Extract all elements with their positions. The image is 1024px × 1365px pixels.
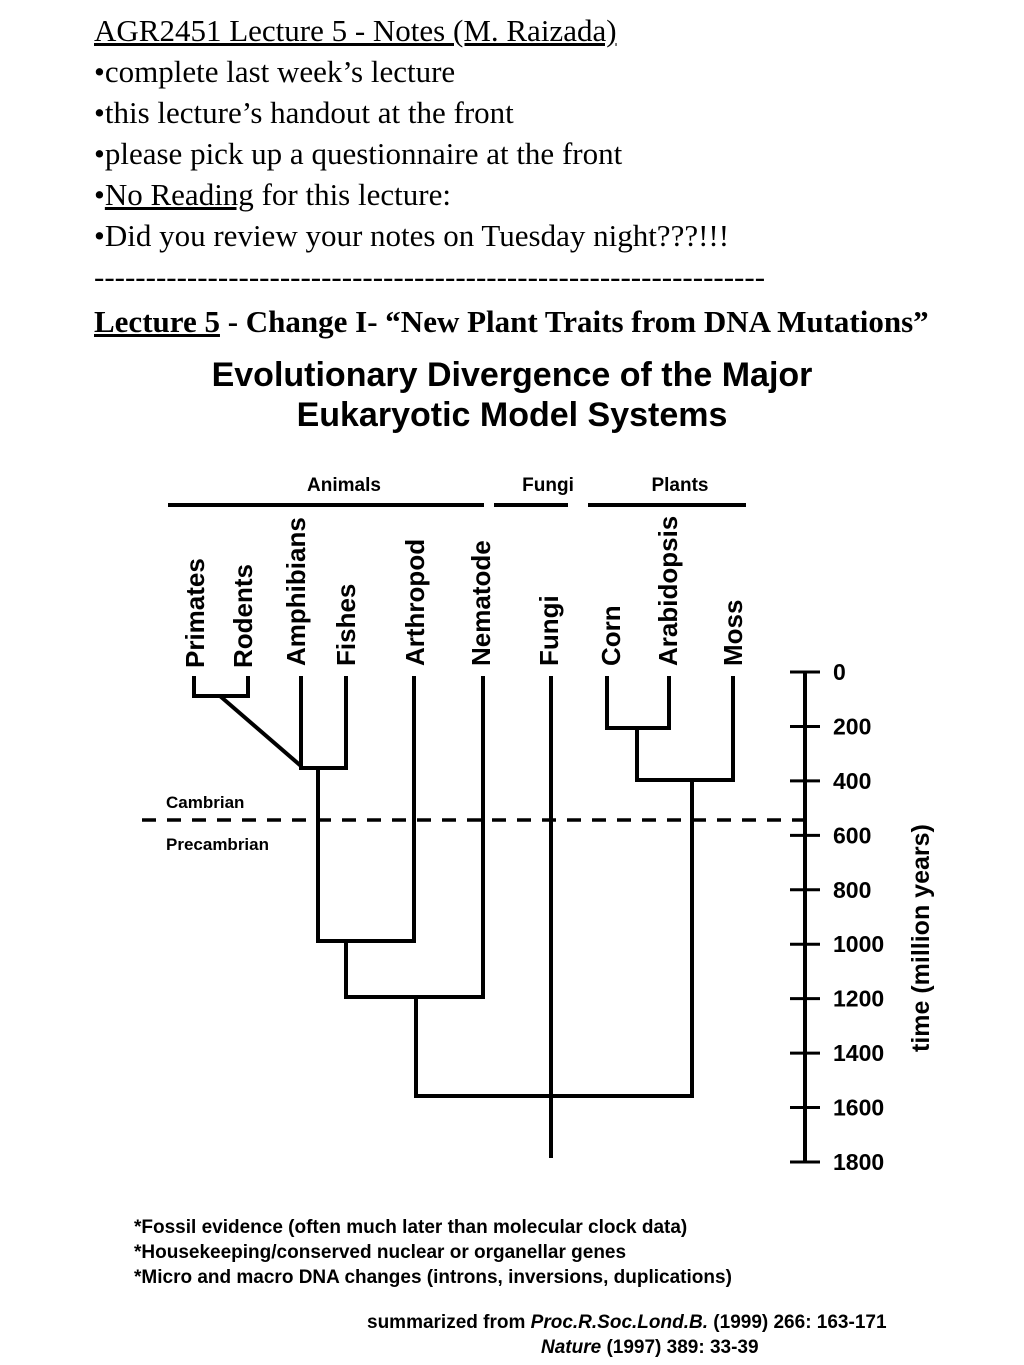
- taxon-amphibians: Amphibians: [281, 517, 311, 666]
- dashed-divider: -----------------------------------------------------------------: [94, 259, 766, 294]
- taxon-rodents: Rodents: [228, 564, 258, 668]
- no-reading-text: No Reading: [104, 177, 254, 212]
- axis-tick-label: 1600: [833, 1094, 885, 1121]
- taxon-arabidopsis: Arabidopsis: [653, 515, 683, 666]
- footnote: *Fossil evidence (often much later than molecular clock data): [134, 1217, 688, 1238]
- lecture-label: Lecture 5: [94, 304, 220, 339]
- source-citation-1: summarized from Proc.R.Soc.Lond.B. (1999) 266: 163-171: [367, 1312, 887, 1333]
- notes-heading: AGR2451 Lecture 5 - Notes (M. Raizada): [94, 13, 617, 48]
- branch-mammals: [220, 696, 301, 766]
- taxon-labels: [180, 516, 748, 668]
- taxon-fishes: Fishes: [331, 583, 361, 666]
- group-label-animals: Animals: [307, 475, 381, 496]
- axis-label: time (million years): [907, 824, 935, 1052]
- note-item: •complete last week’s lecture: [94, 54, 456, 89]
- bullet: •: [94, 218, 105, 253]
- footnotes: [134, 1215, 732, 1290]
- lecture-subtitle: - Change I- “New Plant Traits from DNA Mutations”: [219, 304, 929, 339]
- taxon-fungi: Fungi: [534, 595, 564, 666]
- axis-tick-label: 200: [833, 713, 872, 740]
- branch-amphibians-fishes: [301, 676, 346, 768]
- taxon-nematode: Nematode: [466, 540, 496, 666]
- note-item: •please pick up a questionnaire at the front: [94, 136, 623, 171]
- branch-vertebrates-arthropod: [318, 676, 414, 941]
- note-item-reading: •No Reading for this lecture:: [94, 177, 451, 212]
- branch-primates-rodents: [194, 676, 248, 696]
- axis-tick-label: 400: [833, 767, 872, 794]
- axis-tick-label: 1800: [833, 1149, 885, 1175]
- branch-animals-plants: [416, 780, 692, 1096]
- taxon-primates: Primates: [180, 558, 210, 668]
- bullet: •: [94, 136, 105, 171]
- time-axis: [790, 659, 884, 1175]
- branch-corn-arabidopsis: [607, 676, 669, 728]
- axis-tick-label: 600: [833, 822, 872, 849]
- bullet: •: [94, 95, 105, 130]
- note-item: •this lecture’s handout at the front: [94, 95, 514, 130]
- journal-name: Proc.R.Soc.Lond.B.: [530, 1312, 709, 1333]
- bullet: •: [94, 177, 105, 212]
- bullet: •: [94, 54, 105, 89]
- taxon-corn: Corn: [596, 605, 626, 666]
- label-precambrian: Precambrian: [166, 835, 269, 854]
- figure-title-line1: Evolutionary Divergence of the Major: [211, 356, 813, 394]
- axis-tick-label: 0: [833, 659, 846, 685]
- footnote: *Micro and macro DNA changes (introns, inversions, duplications): [134, 1267, 732, 1288]
- axis-tick-label: 800: [833, 876, 872, 903]
- figure-title-line2: Eukaryotic Model Systems: [296, 396, 728, 434]
- taxon-moss: Moss: [718, 599, 748, 666]
- group-label-fungi: Fungi: [522, 475, 574, 496]
- group-label-plants: Plants: [651, 475, 709, 496]
- axis-tick-label: 1400: [833, 1040, 885, 1067]
- tree-branches: [194, 676, 733, 1158]
- footnote: *Housekeeping/conserved nuclear or organellar genes: [134, 1242, 627, 1263]
- axis-tick-label: 1000: [833, 931, 885, 958]
- axis-tick-label: 1200: [833, 985, 885, 1012]
- source-citation-2: Nature (1997) 389: 33-39: [541, 1337, 759, 1358]
- label-cambrian: Cambrian: [166, 793, 245, 812]
- taxon-arthropod: Arthropod: [400, 538, 430, 666]
- note-item: •Did you review your notes on Tuesday night???!!!: [94, 218, 730, 253]
- journal-name: Nature: [541, 1337, 602, 1358]
